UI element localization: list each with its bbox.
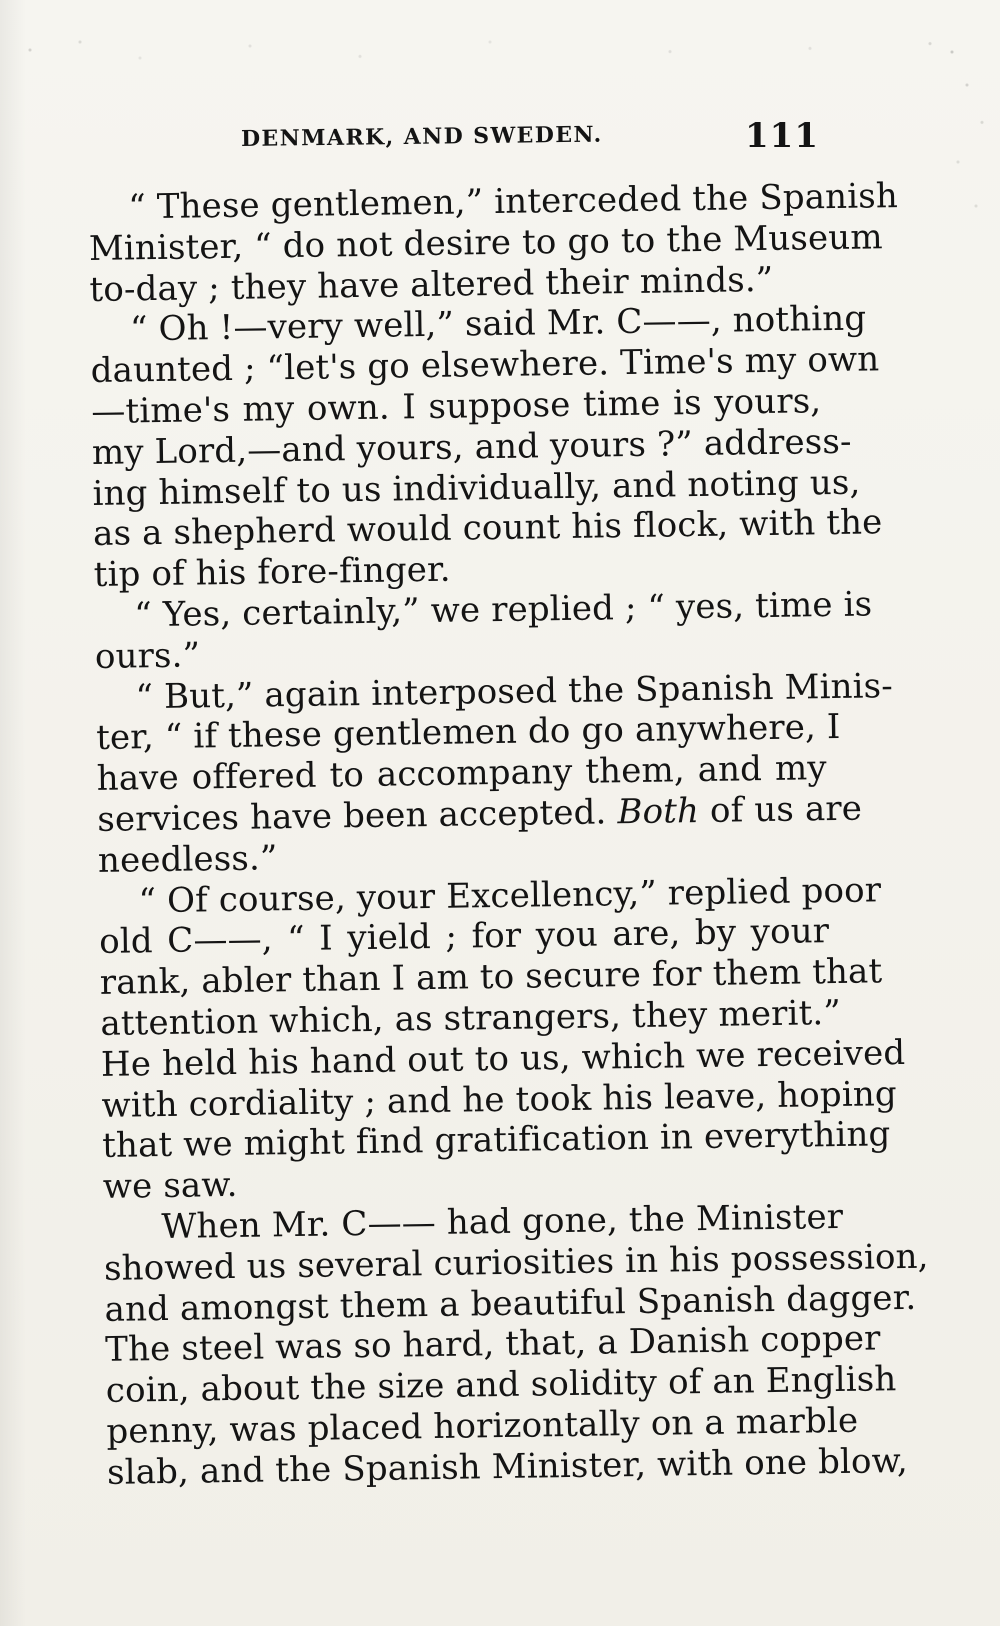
text-line: showed us several curiosities in his possession, (103, 1236, 929, 1289)
page-header (241, 116, 821, 158)
text-line: that we might find gratification in everything (101, 1114, 891, 1167)
text-line: slab, and the Spanish Minister, with one blow, (106, 1440, 909, 1493)
text-line: as a shepherd would count his flock, with the (92, 502, 883, 555)
page-left-shadow (0, 0, 26, 1626)
page-noise-top (0, 18, 1000, 98)
text-line: “ These gentlemen,” interceded the Spanish (127, 175, 899, 228)
text-line: my Lord,—and yours, and yours ?” address- (91, 421, 852, 473)
text-fragment: services have been accepted. (97, 792, 607, 840)
text-line: ter, “ if these gentlemen do go anywhere, I (95, 707, 841, 759)
text-line: old C——, “ I yield ; for you are, by your (98, 911, 830, 963)
text-line: have offered to accompany them, and my (96, 748, 827, 800)
text-line: tip of his fore-finger. (93, 549, 451, 596)
text-line: to-day ; they have altered their minds.” (89, 259, 774, 310)
text-line: we saw. (102, 1165, 238, 1208)
text-line: When Mr. C—— had gone, the Minister (161, 1196, 844, 1247)
text-line: “ Of course, your Excellency,” replied poor (138, 869, 882, 921)
running-head: DENMARK, AND SWEDEN. (240, 121, 603, 152)
text-line: “ Oh !—very well,” said Mr. C——, nothing (129, 298, 867, 350)
text-line: attention which, as strangers, they merit.” (100, 992, 842, 1044)
page-noise-right (940, 30, 1000, 250)
text-line: rank, abler than I am to secure for them that (99, 951, 883, 1004)
page-number: 111 (745, 116, 819, 156)
text-line: He held his hand out to us, which we received (100, 1032, 906, 1085)
text-line: The steel was so hard, that, a Danish copper (104, 1318, 881, 1371)
text-line: and amongst them a beautiful Spanish dagger. (104, 1277, 917, 1330)
text-fragment: of us are (709, 788, 863, 831)
text-line: penny, was placed horizontally on a marble (106, 1400, 859, 1452)
text-line: ing himself to us individually, and noting us, (92, 462, 861, 514)
text-line: “ But,” again interposed the Spanish Minis- (135, 665, 894, 717)
text-line: ours.” (94, 635, 201, 677)
text-line: Minister, “ do not desire to go to the Museum (88, 217, 883, 269)
text-line: with cordiality ; and he took his leave, hoping (101, 1073, 898, 1126)
body-text (88, 175, 929, 1493)
text-line: coin, about the size and solidity of an English (105, 1359, 897, 1411)
emphasized-word: Both (617, 790, 700, 833)
text-line: daunted ; “let's go elsewhere. Time's my own (90, 339, 880, 392)
text-line: —time's my own. I suppose time is yours, (91, 381, 822, 432)
text-line: needless.” (97, 838, 278, 881)
text-line: “ Yes, certainly,” we replied ; “ yes, time is (134, 584, 873, 636)
